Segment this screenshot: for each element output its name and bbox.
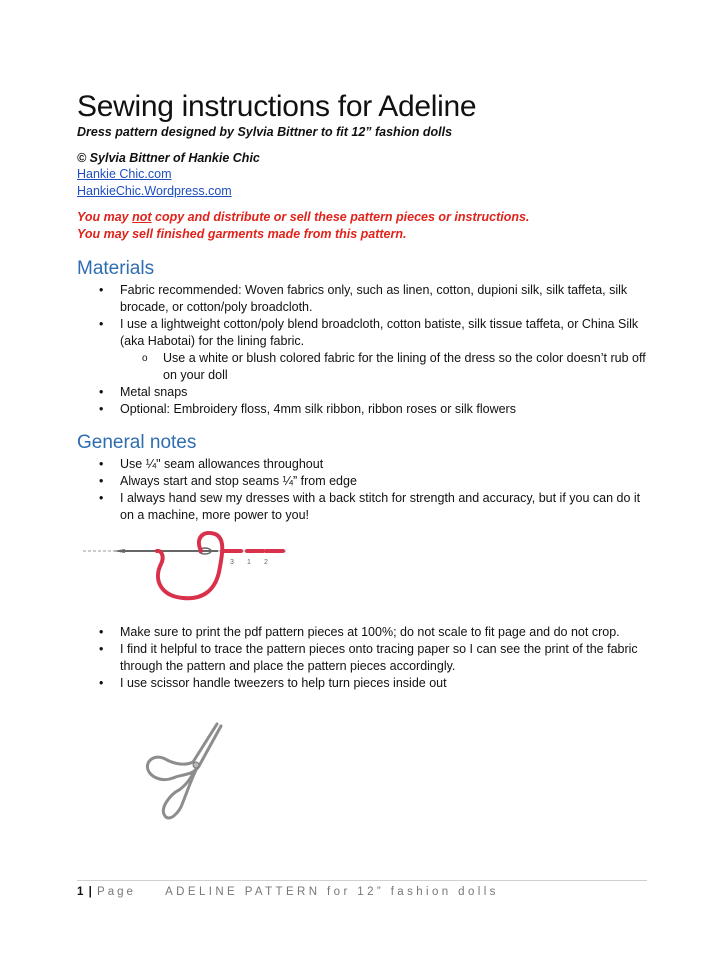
thread-loop <box>157 533 222 598</box>
list-item-text: Fabric recommended: Woven fabrics only, such as linen, cotton, dupioni silk, silk taffeta, silk brocade, or cotton/poly broadcloth. <box>120 283 628 314</box>
general-notes-heading: General notes <box>77 432 197 453</box>
document-subtitle: Dress pattern designed by Sylvia Bittner to fit 12” fashion dolls <box>77 125 453 139</box>
list-item <box>77 473 652 490</box>
general-notes-list <box>77 456 652 524</box>
list-item <box>77 641 652 675</box>
list-item-text: I use scissor handle tweezers to help turn pieces inside out <box>120 676 447 690</box>
copyright-line: © Sylvia Bittner of Hankie Chic <box>77 151 260 165</box>
sub-list <box>120 350 652 384</box>
stitch-label-2: 2 <box>264 559 268 566</box>
stitch-label-3: 3 <box>230 559 234 566</box>
warning-text-end: copy and distribute or sell these pattern pieces or instructions. <box>151 210 530 224</box>
copy-warning <box>77 210 529 224</box>
document-title: Sewing instructions for Adeline <box>77 90 477 123</box>
list-item-text: Metal snaps <box>120 385 188 399</box>
running-title: ADELINE PATTERN for 12” fashion dolls <box>165 886 499 898</box>
warning-text-start: You may <box>77 210 133 224</box>
list-item-text: I use a lightweight cotton/poly blend broadcloth, cotton batiste, silk tissue taffeta, or China Silk (aka Habotai) for the lining fabric. <box>120 317 639 348</box>
scissor-tweezers-image <box>135 722 230 827</box>
materials-heading: Materials <box>77 258 155 279</box>
list-item-text: Use a white or blush colored fabric for the lining of the dress so the color doesn’t rub off on your doll <box>163 351 646 382</box>
list-item-text: I find it helpful to trace the pattern pieces onto tracing paper so I can see the print of the fabric through the pattern and place the pattern pieces accordingly. <box>120 642 638 673</box>
page-footer <box>77 886 499 898</box>
list-item <box>77 675 652 692</box>
list-item-text: Make sure to print the pdf pattern pieces at 100%; do not scale to fit page and do not crop. <box>120 625 620 639</box>
list-item <box>77 401 652 418</box>
back-stitch-diagram <box>83 530 293 605</box>
list-item <box>77 490 652 524</box>
footer-separator: | <box>88 886 92 898</box>
list-item <box>77 316 652 384</box>
wordpress-link[interactable]: HankieChic.Wordpress.com <box>77 184 232 198</box>
stitch-label-1: 1 <box>247 559 251 566</box>
footer-divider <box>77 880 647 881</box>
tweezer-pivot <box>193 762 199 768</box>
list-item-text: Optional: Embroidery floss, 4mm silk ribbon, ribbon roses or silk flowers <box>120 402 516 416</box>
hankie-chic-link[interactable]: Hankie Chic.com <box>77 167 172 181</box>
list-item <box>77 624 652 641</box>
list-item <box>77 282 652 316</box>
page-number: 1 <box>77 886 84 898</box>
materials-list <box>77 282 652 418</box>
list-item-text: Always start and stop seams ¼” from edge <box>120 474 357 488</box>
page-word: Page <box>97 886 136 898</box>
list-item-text: Use ¼" seam allowances throughout <box>120 457 324 471</box>
sub-list-item <box>120 350 652 384</box>
sell-notice: You may sell finished garments made from this pattern. <box>77 227 407 241</box>
list-item-text: I always hand sew my dresses with a back stitch for strength and accuracy, but if you can do it on a machine, more power to you! <box>120 491 641 522</box>
general-notes-list-continued <box>77 624 652 692</box>
warning-emphasis: not <box>132 210 152 224</box>
list-item <box>77 456 652 473</box>
list-item <box>77 384 652 401</box>
needle-tip <box>113 549 125 553</box>
